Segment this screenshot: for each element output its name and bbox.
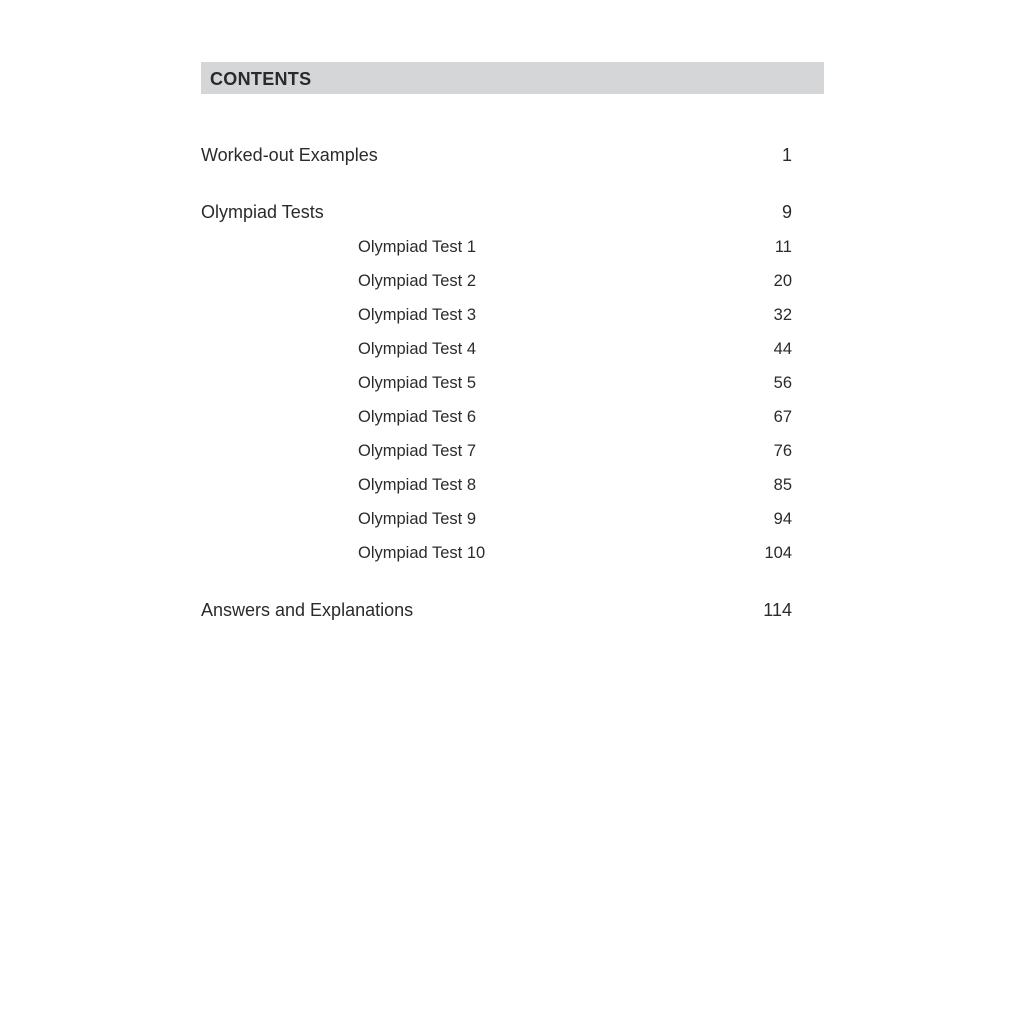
toc-entry-olympiad-test-5 (0, 371, 1024, 395)
toc-entry-page-number: 9 (781, 202, 792, 222)
toc-entry-label: Olympiad Test 6 (358, 408, 476, 426)
toc-entry-page-number: 11 (774, 238, 792, 256)
toc-entry-label: Olympiad Test 3 (358, 306, 476, 324)
toc-entry-label: Olympiad Test 1 (358, 238, 476, 256)
toc-entry-label: Worked-out Examples (201, 145, 378, 165)
toc-entry-label: Olympiad Test 8 (358, 476, 476, 494)
toc-entry-label: Olympiad Test 7 (358, 442, 476, 460)
toc-entry-label: Olympiad Test 9 (358, 510, 476, 528)
toc-entry-page-number: 1 (781, 145, 792, 165)
toc-entry-label: Olympiad Tests (201, 202, 324, 222)
toc-entry-label: Olympiad Test 5 (358, 374, 476, 392)
toc-entry-page-number: 56 (773, 374, 792, 392)
toc-entry-answers-explanations (0, 598, 1024, 622)
toc-entry-olympiad-test-7 (0, 439, 1024, 463)
toc-entry-label: Olympiad Test 10 (358, 544, 486, 562)
toc-entry-olympiad-test-9 (0, 507, 1024, 531)
toc-entry-page-number: 76 (773, 442, 792, 460)
contents-header-bar (201, 62, 824, 94)
toc-entry-page-number: 32 (773, 306, 792, 324)
toc-entry-label: Olympiad Test 2 (358, 272, 476, 290)
toc-entry-olympiad-test-8 (0, 473, 1024, 497)
toc-entry-label: Olympiad Test 4 (358, 340, 476, 358)
toc-entry-page-number: 20 (773, 272, 792, 290)
toc-entry-olympiad-test-1 (0, 235, 1024, 259)
toc-entry-page-number: 44 (773, 340, 792, 358)
toc-entry-page-number: 85 (773, 476, 792, 494)
toc-entry-page-number: 104 (764, 544, 792, 562)
page-title: CONTENTS (210, 69, 312, 89)
toc-entry-label: Answers and Explanations (201, 600, 414, 620)
toc-entry-page-number: 114 (763, 600, 792, 620)
toc-entry-page-number: 67 (773, 408, 792, 426)
toc-entry-olympiad-test-6 (0, 405, 1024, 429)
toc-entry-page-number: 94 (773, 510, 792, 528)
toc-entry-olympiad-tests (0, 200, 1024, 224)
toc-entry-worked-examples (0, 143, 1024, 167)
toc-entry-olympiad-test-10 (0, 541, 1024, 565)
toc-entry-olympiad-test-3 (0, 303, 1024, 327)
toc-entry-olympiad-test-2 (0, 269, 1024, 293)
toc-entry-olympiad-test-4 (0, 337, 1024, 361)
